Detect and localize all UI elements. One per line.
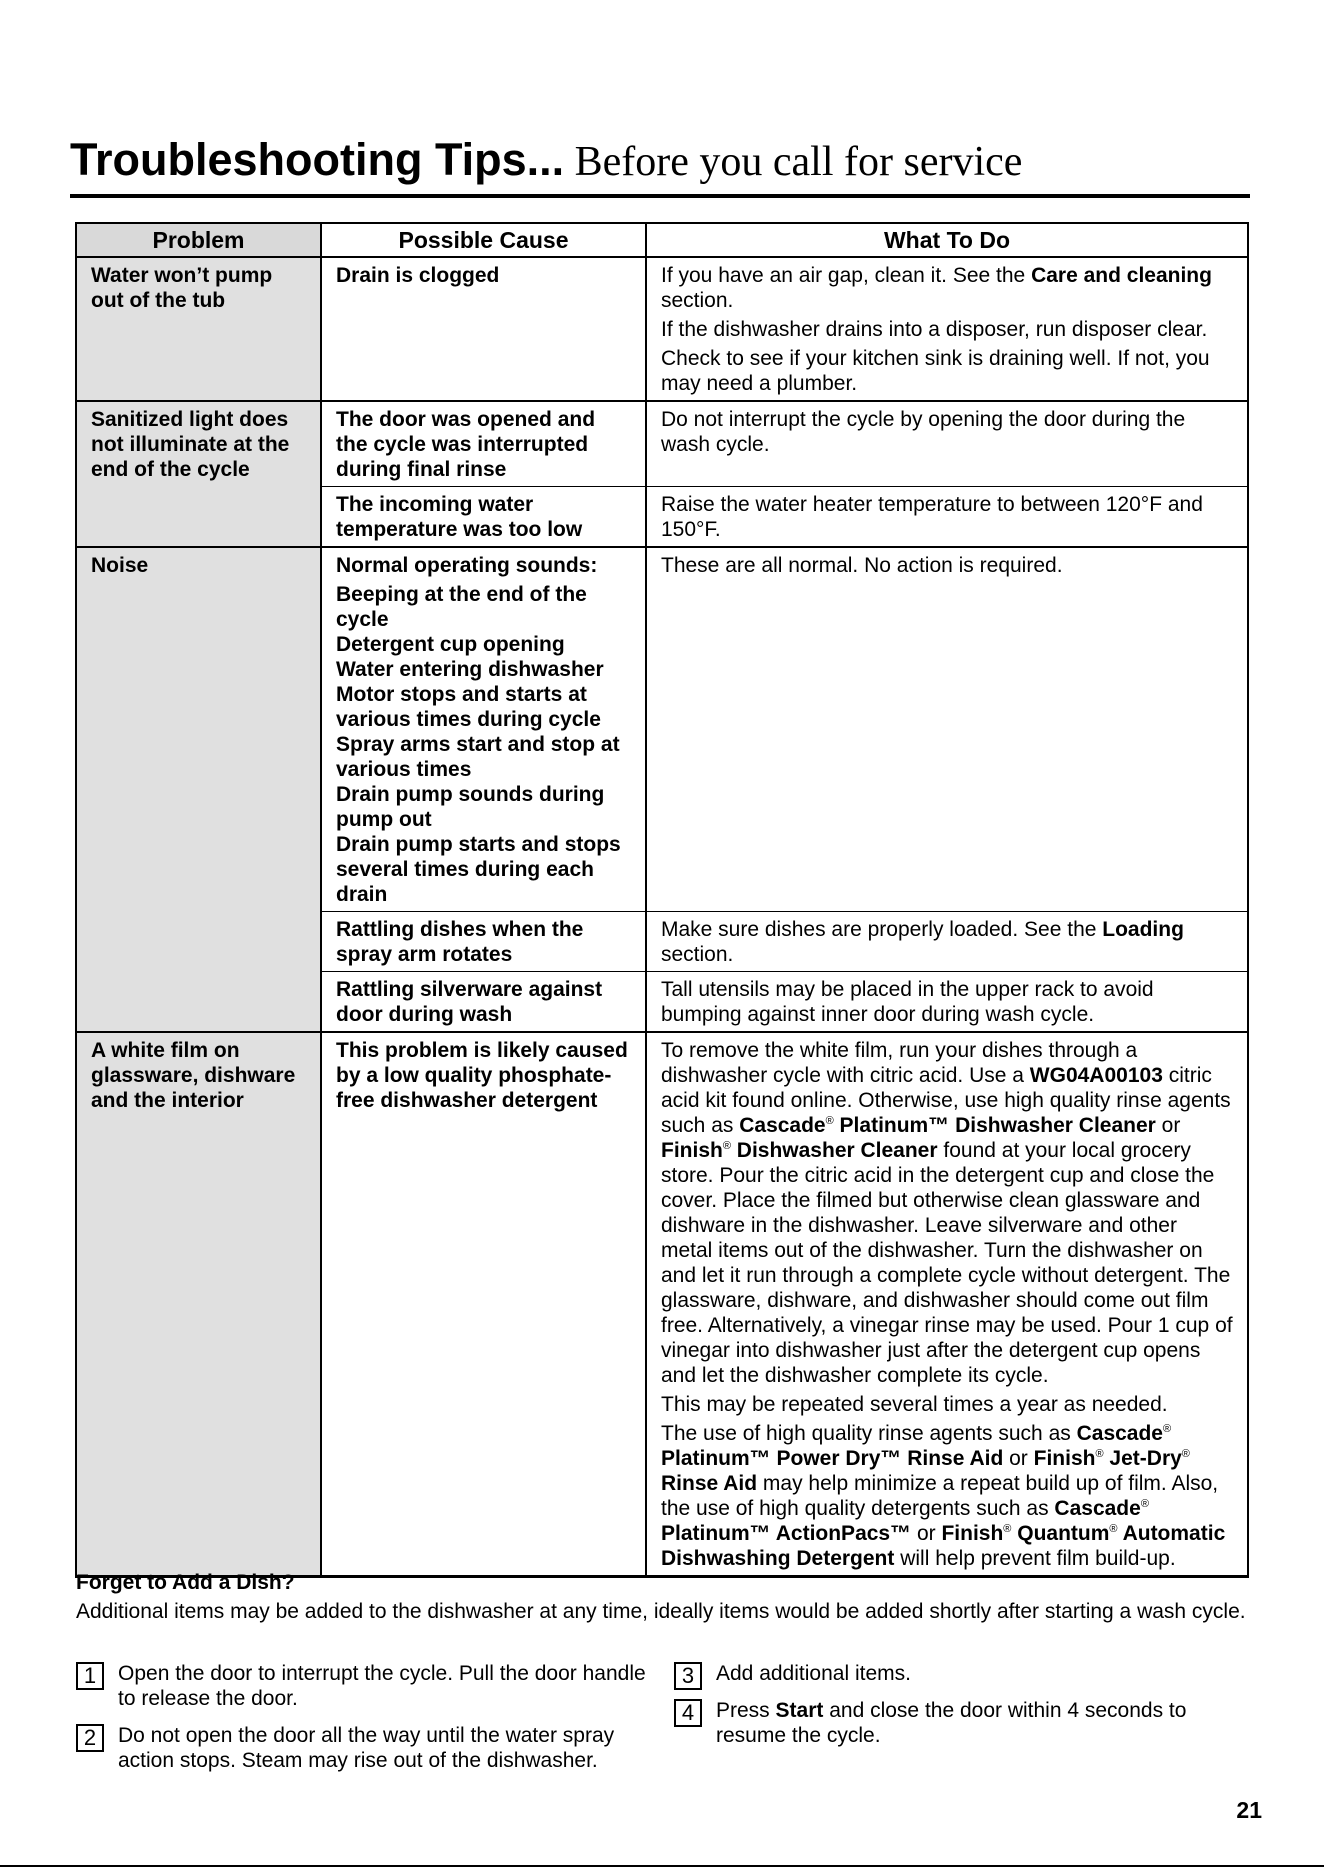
table-row bbox=[76, 1032, 1248, 1577]
cause-heading: Normal operating sounds: bbox=[336, 554, 598, 577]
problem-cell: Sanitized light does not illuminate at the end of the cycle bbox=[76, 401, 321, 547]
step-number-box: 4 bbox=[674, 1699, 702, 1727]
todo-paragraph: This may be repeated several times a year as needed. bbox=[661, 1393, 1168, 1416]
todo-cell: Tall utensils may be placed in the upper rack to avoid bumping against inner door during wash cycle. bbox=[646, 972, 1248, 1033]
forget-dish-intro: Additional items may be added to the dishwasher at any time, ideally items would be added shortly after starting a wash cycle. bbox=[76, 1600, 1246, 1623]
problem-cell: A white film on glassware, dishware and the interior bbox=[76, 1032, 321, 1577]
problem-cell: Noise bbox=[76, 547, 321, 1032]
step-text: Do not open the door all the way until the water spray action stops. Steam may rise out of the dishwasher. bbox=[118, 1724, 615, 1772]
todo-cell: Do not interrupt the cycle by opening the door during the wash cycle. bbox=[646, 401, 1248, 487]
page-number: 21 bbox=[1236, 1797, 1262, 1823]
cause-cell: The door was opened and the cycle was interrupted during final rinse bbox=[321, 401, 646, 487]
header-possible-cause: Possible Cause bbox=[321, 223, 646, 257]
table-row bbox=[76, 547, 1248, 912]
list-item: Beeping at the end of the cycle bbox=[336, 583, 587, 631]
cause-cell: Rattling dishes when the spray arm rotates bbox=[321, 912, 646, 972]
todo-cell bbox=[646, 257, 1248, 401]
cause-cell: The incoming water temperature was too low bbox=[321, 487, 646, 548]
step-3 bbox=[674, 1661, 1254, 1686]
step-number-box: 3 bbox=[674, 1662, 702, 1690]
todo-cell: These are all normal. No action is required. bbox=[646, 547, 1248, 912]
cause-cell: This problem is likely caused by a low quality phosphate-free dishwasher detergent bbox=[321, 1032, 646, 1577]
list-item: Motor stops and starts at various times during cycle bbox=[336, 683, 601, 731]
table-row bbox=[76, 401, 1248, 487]
title-main: Troubleshooting Tips... bbox=[70, 134, 565, 185]
cause-cell: Rattling silverware against door during wash bbox=[321, 972, 646, 1033]
todo-cell: Raise the water heater temperature to between 120°F and 150°F. bbox=[646, 487, 1248, 548]
todo-paragraph: The use of high quality rinse agents such as Cascade® Platinum™ Power Dry™ Rinse Aid or Finish® Jet-Dry® Rinse Aid may help minimize a repeat build up of film. Also, the use of high quality detergents such as Cascade® Platinum™ ActionPacs™ or Finish® Quantum® Automatic Dishwashing Detergent will help prevent film build-up. bbox=[661, 1422, 1226, 1570]
forget-dish-title: Forget to Add a Dish? bbox=[76, 1571, 295, 1594]
cause-cell bbox=[321, 547, 646, 912]
step-number-box: 2 bbox=[76, 1724, 104, 1752]
step-text: Press Start and close the door within 4 seconds to resume the cycle. bbox=[716, 1699, 1187, 1747]
list-item: Detergent cup opening bbox=[336, 633, 565, 656]
header-problem: Problem bbox=[76, 223, 321, 257]
todo-cell bbox=[646, 1032, 1248, 1577]
problem-cell: Water won’t pump out of the tub bbox=[76, 257, 321, 401]
list-item: Drain pump sounds during pump out bbox=[336, 783, 605, 831]
todo-paragraph: To remove the white film, run your dishes through a dishwasher cycle with citric acid. Use a WG04A00103 citric acid kit found online. Otherwise, use high quality rinse agents such as Cascade® Platinum™ Dishwasher Cleaner or Finish® Dishwasher Cleaner found at your local grocery store. Pour the citric acid in the detergent cup and close the cover. Place the filmed but otherwise clean glassware and dishware in the dishwasher. Leave silverware and other metal items out of the dishwasher. Turn the dishwasher on and let it run through a complete cycle without detergent. The glassware, dishware, and dishwasher should come out film free. Alternatively, a vinegar rinse may be used. Pour 1 cup of vinegar into dishwasher just after the detergent cup opens and let the dishwasher complete its cycle. bbox=[661, 1039, 1233, 1387]
step-text: Add additional items. bbox=[716, 1662, 911, 1685]
troubleshooting-table bbox=[75, 222, 1249, 1578]
step-2 bbox=[76, 1723, 646, 1773]
steps-right-column bbox=[674, 1661, 1254, 1760]
todo-cell: Make sure dishes are properly loaded. See the Loading section. bbox=[646, 912, 1248, 972]
table-row bbox=[76, 257, 1248, 401]
steps-left-column bbox=[76, 1661, 646, 1785]
step-1 bbox=[76, 1661, 646, 1711]
todo-paragraph: If the dishwasher drains into a disposer, run disposer clear. bbox=[661, 318, 1208, 341]
page-title bbox=[70, 134, 1250, 198]
forget-dish-section bbox=[76, 1570, 1256, 1624]
step-text: Open the door to interrupt the cycle. Pull the door handle to release the door. bbox=[118, 1662, 646, 1710]
list-item: Water entering dishwasher bbox=[336, 658, 604, 681]
list-item: Drain pump starts and stops several times during each drain bbox=[336, 833, 621, 906]
todo-paragraph: If you have an air gap, clean it. See the Care and cleaning section. bbox=[661, 264, 1212, 312]
table-header-row bbox=[76, 223, 1248, 257]
header-what-to-do: What To Do bbox=[646, 223, 1248, 257]
step-4 bbox=[674, 1698, 1254, 1748]
step-number-box: 1 bbox=[76, 1662, 104, 1690]
footer-rule bbox=[0, 1865, 1324, 1867]
todo-paragraph: Check to see if your kitchen sink is draining well. If not, you may need a plumber. bbox=[661, 347, 1210, 395]
list-item: Spray arms start and stop at various times bbox=[336, 733, 620, 781]
cause-cell: Drain is clogged bbox=[321, 257, 646, 401]
title-subtitle: Before you call for service bbox=[574, 139, 1023, 185]
